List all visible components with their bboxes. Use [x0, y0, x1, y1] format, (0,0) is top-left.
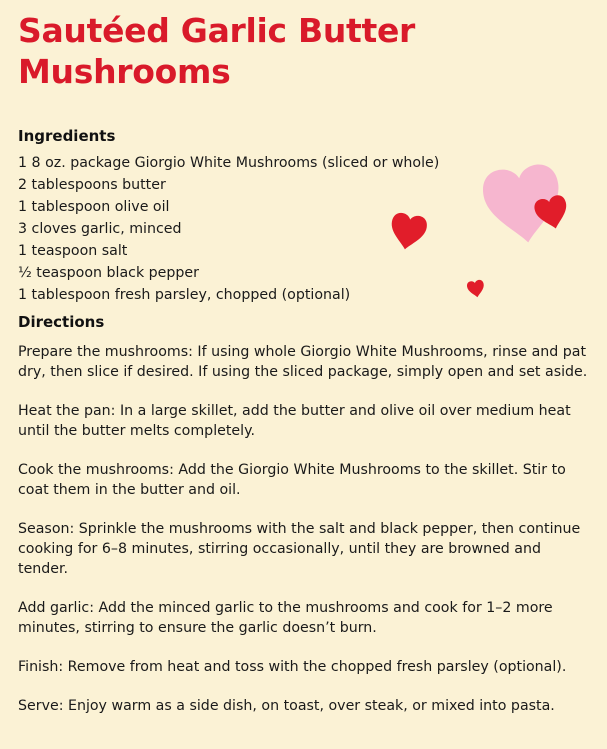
ingredient-list — [18, 152, 598, 306]
recipe-title-line-2: Mushrooms — [18, 52, 231, 91]
ingredient-item: 1 tablespoon olive oil — [18, 199, 170, 215]
ingredient-item: ½ teaspoon black pepper — [18, 265, 199, 281]
direction-step: Finish: Remove from heat and toss with the chopped fresh parsley (optional). — [18, 659, 567, 675]
direction-step: Prepare the mushrooms: If using whole Giorgio White Mushrooms, rinse and pat dry, then slice if desired. If using the sliced package, simply open and set aside. — [18, 344, 588, 380]
directions-heading: Directions — [18, 313, 105, 331]
ingredient-item: 2 tablespoons butter — [18, 177, 166, 193]
direction-step: Add garlic: Add the minced garlic to the mushrooms and cook for 1–2 more minutes, stirring to ensure the garlic doesn’t burn. — [18, 600, 553, 636]
ingredient-item: 1 8 oz. package Giorgio White Mushrooms (sliced or whole) — [18, 155, 440, 171]
direction-step: Serve: Enjoy warm as a side dish, on toast, over steak, or mixed into pasta. — [18, 698, 555, 714]
recipe-title-line-1: Sautéed Garlic Butter — [18, 11, 416, 50]
ingredient-item: 1 teaspoon salt — [18, 243, 128, 259]
ingredients-heading: Ingredients — [18, 127, 116, 145]
direction-step: Heat the pan: In a large skillet, add the butter and olive oil over medium heat until the butter melts completely. — [18, 403, 571, 439]
recipe-title — [18, 10, 598, 92]
direction-step: Season: Sprinkle the mushrooms with the salt and black pepper, then continue cooking for 6–8 minutes, stirring occasionally, until they are browned and tender. — [18, 521, 581, 577]
recipe-page — [18, 10, 598, 716]
directions-list — [18, 342, 598, 716]
ingredient-item: 3 cloves garlic, minced — [18, 221, 182, 237]
ingredient-item: 1 tablespoon fresh parsley, chopped (optional) — [18, 287, 351, 303]
direction-step: Cook the mushrooms: Add the Giorgio White Mushrooms to the skillet. Stir to coat them in the butter and oil. — [18, 462, 566, 498]
